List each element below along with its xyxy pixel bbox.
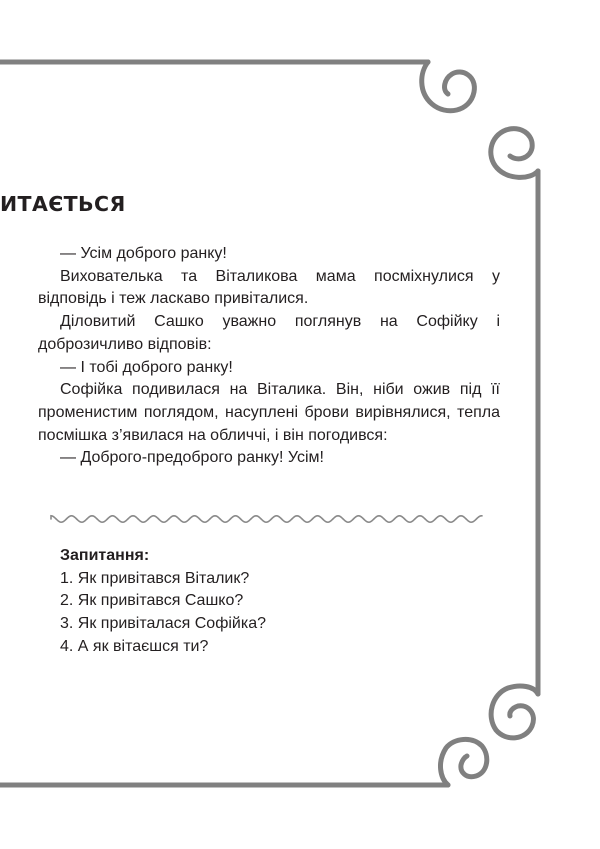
question-item: 2. Як привітався Сашко?	[60, 592, 244, 610]
question-item: 1. Як привітався Віталик?	[60, 569, 250, 587]
right-lower-scroll-icon	[491, 686, 538, 738]
question-item: 4. А як вітаєшся ти?	[60, 637, 209, 655]
story-paragraph: — І тобі доброго ранку!	[60, 358, 233, 376]
questions-list	[60, 568, 266, 659]
questions-section	[60, 545, 266, 659]
story-paragraph: — Доброго-предоброго ранку! Усім!	[60, 449, 324, 467]
bottom-scroll-icon	[440, 739, 486, 785]
wavy-divider	[50, 511, 484, 527]
questions-heading: Запитання:	[60, 547, 150, 564]
story-paragraph: Софійка подивилася на Віталика. Він, ніби ожив під її променистим поглядом, насуплені брови вирівнялися, тепла посмішка з’явилася на обличчі, і він погодився:	[38, 381, 500, 444]
story-text	[38, 243, 500, 470]
story-paragraph: Діловитий Сашко уважно поглянув на Софійку і доброзичливо відповів:	[38, 313, 500, 353]
right-upper-scroll-icon	[491, 129, 538, 178]
top-scroll-icon	[422, 62, 475, 111]
question-item: 3. Як привіталася Софійка?	[60, 615, 266, 633]
story-paragraph: Вихователька та Віталикова мама посміхнулися у відповідь і теж ласкаво привіталися.	[38, 267, 500, 308]
story-paragraph: — Усім доброго ранку!	[60, 245, 227, 262]
page-title: ИТАЄТЬСЯ	[0, 192, 126, 216]
